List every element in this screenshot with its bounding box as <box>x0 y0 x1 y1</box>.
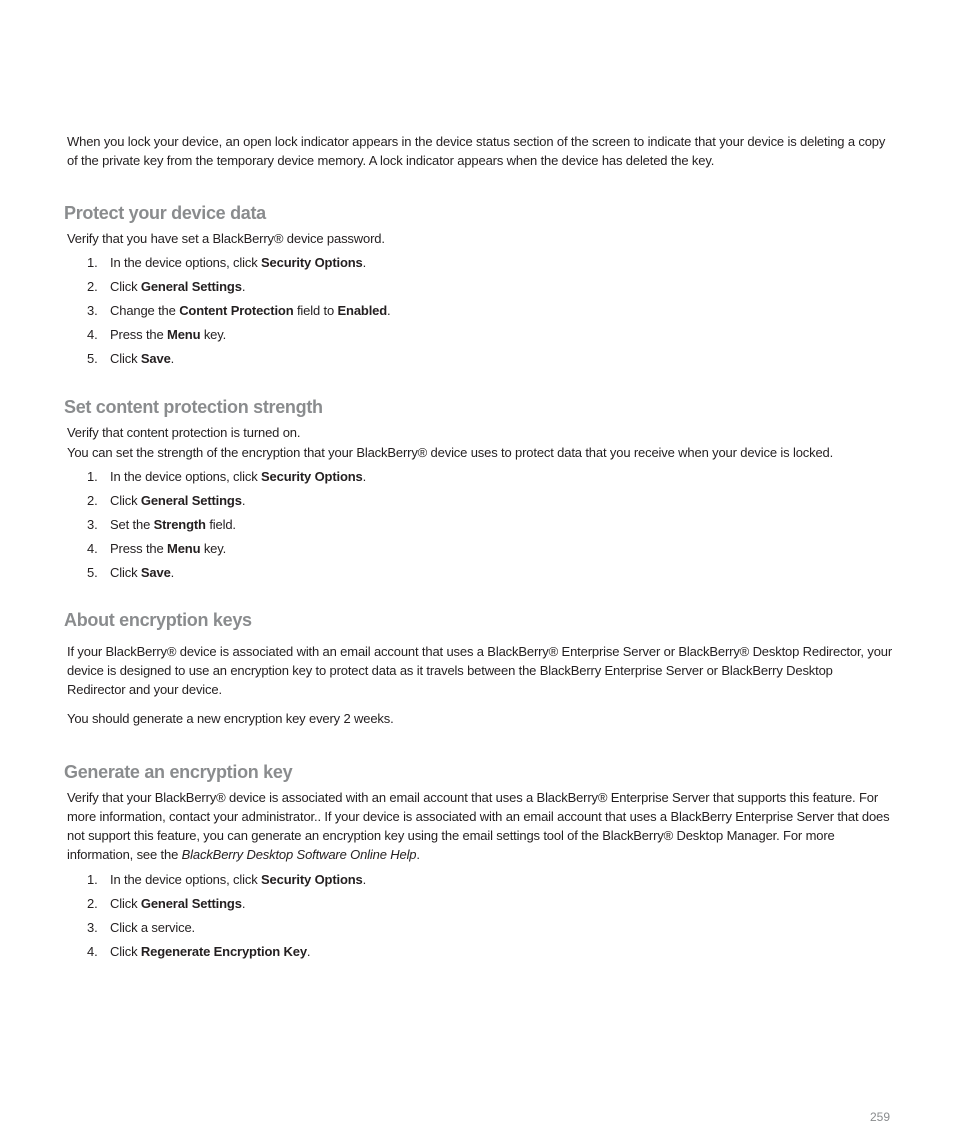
page-number: 259 <box>869 1110 890 1124</box>
step-number: 2. <box>87 279 98 294</box>
step-number: 3. <box>87 517 98 532</box>
step-item <box>87 539 366 563</box>
step-text: . <box>387 303 391 318</box>
protect-prereq <box>67 229 893 248</box>
step-text: . <box>241 896 246 911</box>
step-text: field to <box>293 303 338 318</box>
step-text: In the device options, click <box>110 469 262 484</box>
step-text: . <box>170 565 175 580</box>
step-number: 1. <box>87 255 98 270</box>
generate-prereq-text <box>67 788 893 864</box>
step-number: 2. <box>87 493 98 508</box>
strength-prereq <box>67 423 893 462</box>
step-ui-term: Enabled <box>337 303 388 318</box>
about-para-2: You should generate a new encryption key every 2 weeks. <box>67 711 394 726</box>
step-ui-term: Save <box>140 351 171 366</box>
step-item <box>87 277 391 301</box>
step-number: 5. <box>87 351 98 366</box>
generate-prereq-main: Verify that your BlackBerry® device is associated with an email account that uses a BlackBerry® Enterprise Server that supports this feature. For more information, contact your administrator.. If your device is associated with an email account that uses a BlackBerry Enterprise Server that does not support this feature, you can generate an encryption key using the email settings tool of the BlackBerry® Desktop Manager. For more information, see the <box>67 790 890 862</box>
step-ui-term: General Settings <box>140 493 242 508</box>
step-item <box>87 942 366 966</box>
generate-prereq-end: . <box>416 847 420 862</box>
step-number: 3. <box>87 303 98 318</box>
step-text: Click <box>110 493 141 508</box>
online-help-reference: BlackBerry Desktop Software Online Help <box>181 847 417 862</box>
step-number: 4. <box>87 541 98 556</box>
step-ui-term: General Settings <box>140 279 242 294</box>
section-heading-generate: Generate an encryption key <box>64 762 293 782</box>
section-heading-protect: Protect your device data <box>64 203 266 223</box>
step-text: . <box>362 872 367 887</box>
step-text: . <box>362 469 367 484</box>
step-text: . <box>170 351 175 366</box>
step-number: 2. <box>87 896 98 911</box>
step-text: In the device options, click <box>110 255 262 270</box>
step-text: Click <box>110 896 141 911</box>
intro-paragraph <box>67 132 893 170</box>
step-item <box>87 894 366 918</box>
section-heading-about: About encryption keys <box>64 610 252 630</box>
step-ui-term: Content Protection <box>179 303 294 318</box>
section-heading-strength: Set content protection strength <box>64 397 323 417</box>
step-item <box>87 870 366 894</box>
step-text: . <box>362 255 367 270</box>
strength-steps-list <box>87 467 366 587</box>
step-number: 5. <box>87 565 98 580</box>
step-text: In the device options, click <box>110 872 262 887</box>
step-text: Change the <box>110 303 180 318</box>
step-ui-term: Security Options <box>261 469 363 484</box>
step-item <box>87 515 366 539</box>
intro-text: When you lock your device, an open lock indicator appears in the device status section of the screen to indicate that your device is deleting a copy of the private key from the temporary device memory. A lock indicator appears when the device has deleted the key. <box>67 134 886 168</box>
step-ui-term: General Settings <box>140 896 242 911</box>
step-text: . <box>241 279 246 294</box>
strength-prereq-text: Verify that content protection is turned on. <box>67 425 301 440</box>
step-item <box>87 467 366 491</box>
generate-prereq <box>67 788 893 864</box>
step-number: 1. <box>87 469 98 484</box>
step-ui-term: Security Options <box>261 872 363 887</box>
step-text: . <box>241 493 246 508</box>
step-ui-term: Strength <box>153 517 206 532</box>
step-number: 4. <box>87 327 98 342</box>
step-item <box>87 253 391 277</box>
step-text: Click <box>110 351 141 366</box>
step-text: key. <box>200 327 227 342</box>
step-text: . <box>306 944 311 959</box>
step-item <box>87 349 391 373</box>
protect-prereq-text: Verify that you have set a BlackBerry® device password. <box>67 231 385 246</box>
step-text: Set the <box>110 517 154 532</box>
step-item <box>87 491 366 515</box>
step-ui-term: Save <box>140 565 171 580</box>
step-text: Click <box>110 944 141 959</box>
protect-steps-list <box>87 253 391 373</box>
step-text: Click <box>110 565 141 580</box>
step-text: Press the <box>110 541 168 556</box>
step-number: 4. <box>87 944 98 959</box>
step-text: Click <box>110 279 141 294</box>
step-text: Click a service. <box>110 920 196 935</box>
about-para-1: If your BlackBerry® device is associated with an email account that uses a BlackBerry® Enterprise Server or BlackBerry® Desktop Redirector, your device is designed to use an encryption key to protect data as it travels between the BlackBerry Enterprise Server or BlackBerry Desktop Redirector and your device. <box>67 644 893 697</box>
step-ui-term: Menu <box>167 327 201 342</box>
about-body <box>67 642 893 728</box>
step-item <box>87 325 391 349</box>
step-item <box>87 563 366 587</box>
step-ui-term: Regenerate Encryption Key <box>140 944 307 959</box>
step-number: 1. <box>87 872 98 887</box>
step-ui-term: Menu <box>167 541 201 556</box>
generate-steps-list <box>87 870 366 966</box>
step-text: Press the <box>110 327 168 342</box>
step-text: key. <box>200 541 227 556</box>
strength-desc-text: You can set the strength of the encryption that your BlackBerry® device uses to protect data that you receive when your device is locked. <box>67 445 834 460</box>
step-item <box>87 918 366 942</box>
step-ui-term: Security Options <box>261 255 363 270</box>
step-text: field. <box>205 517 236 532</box>
step-number: 3. <box>87 920 98 935</box>
step-item <box>87 301 391 325</box>
